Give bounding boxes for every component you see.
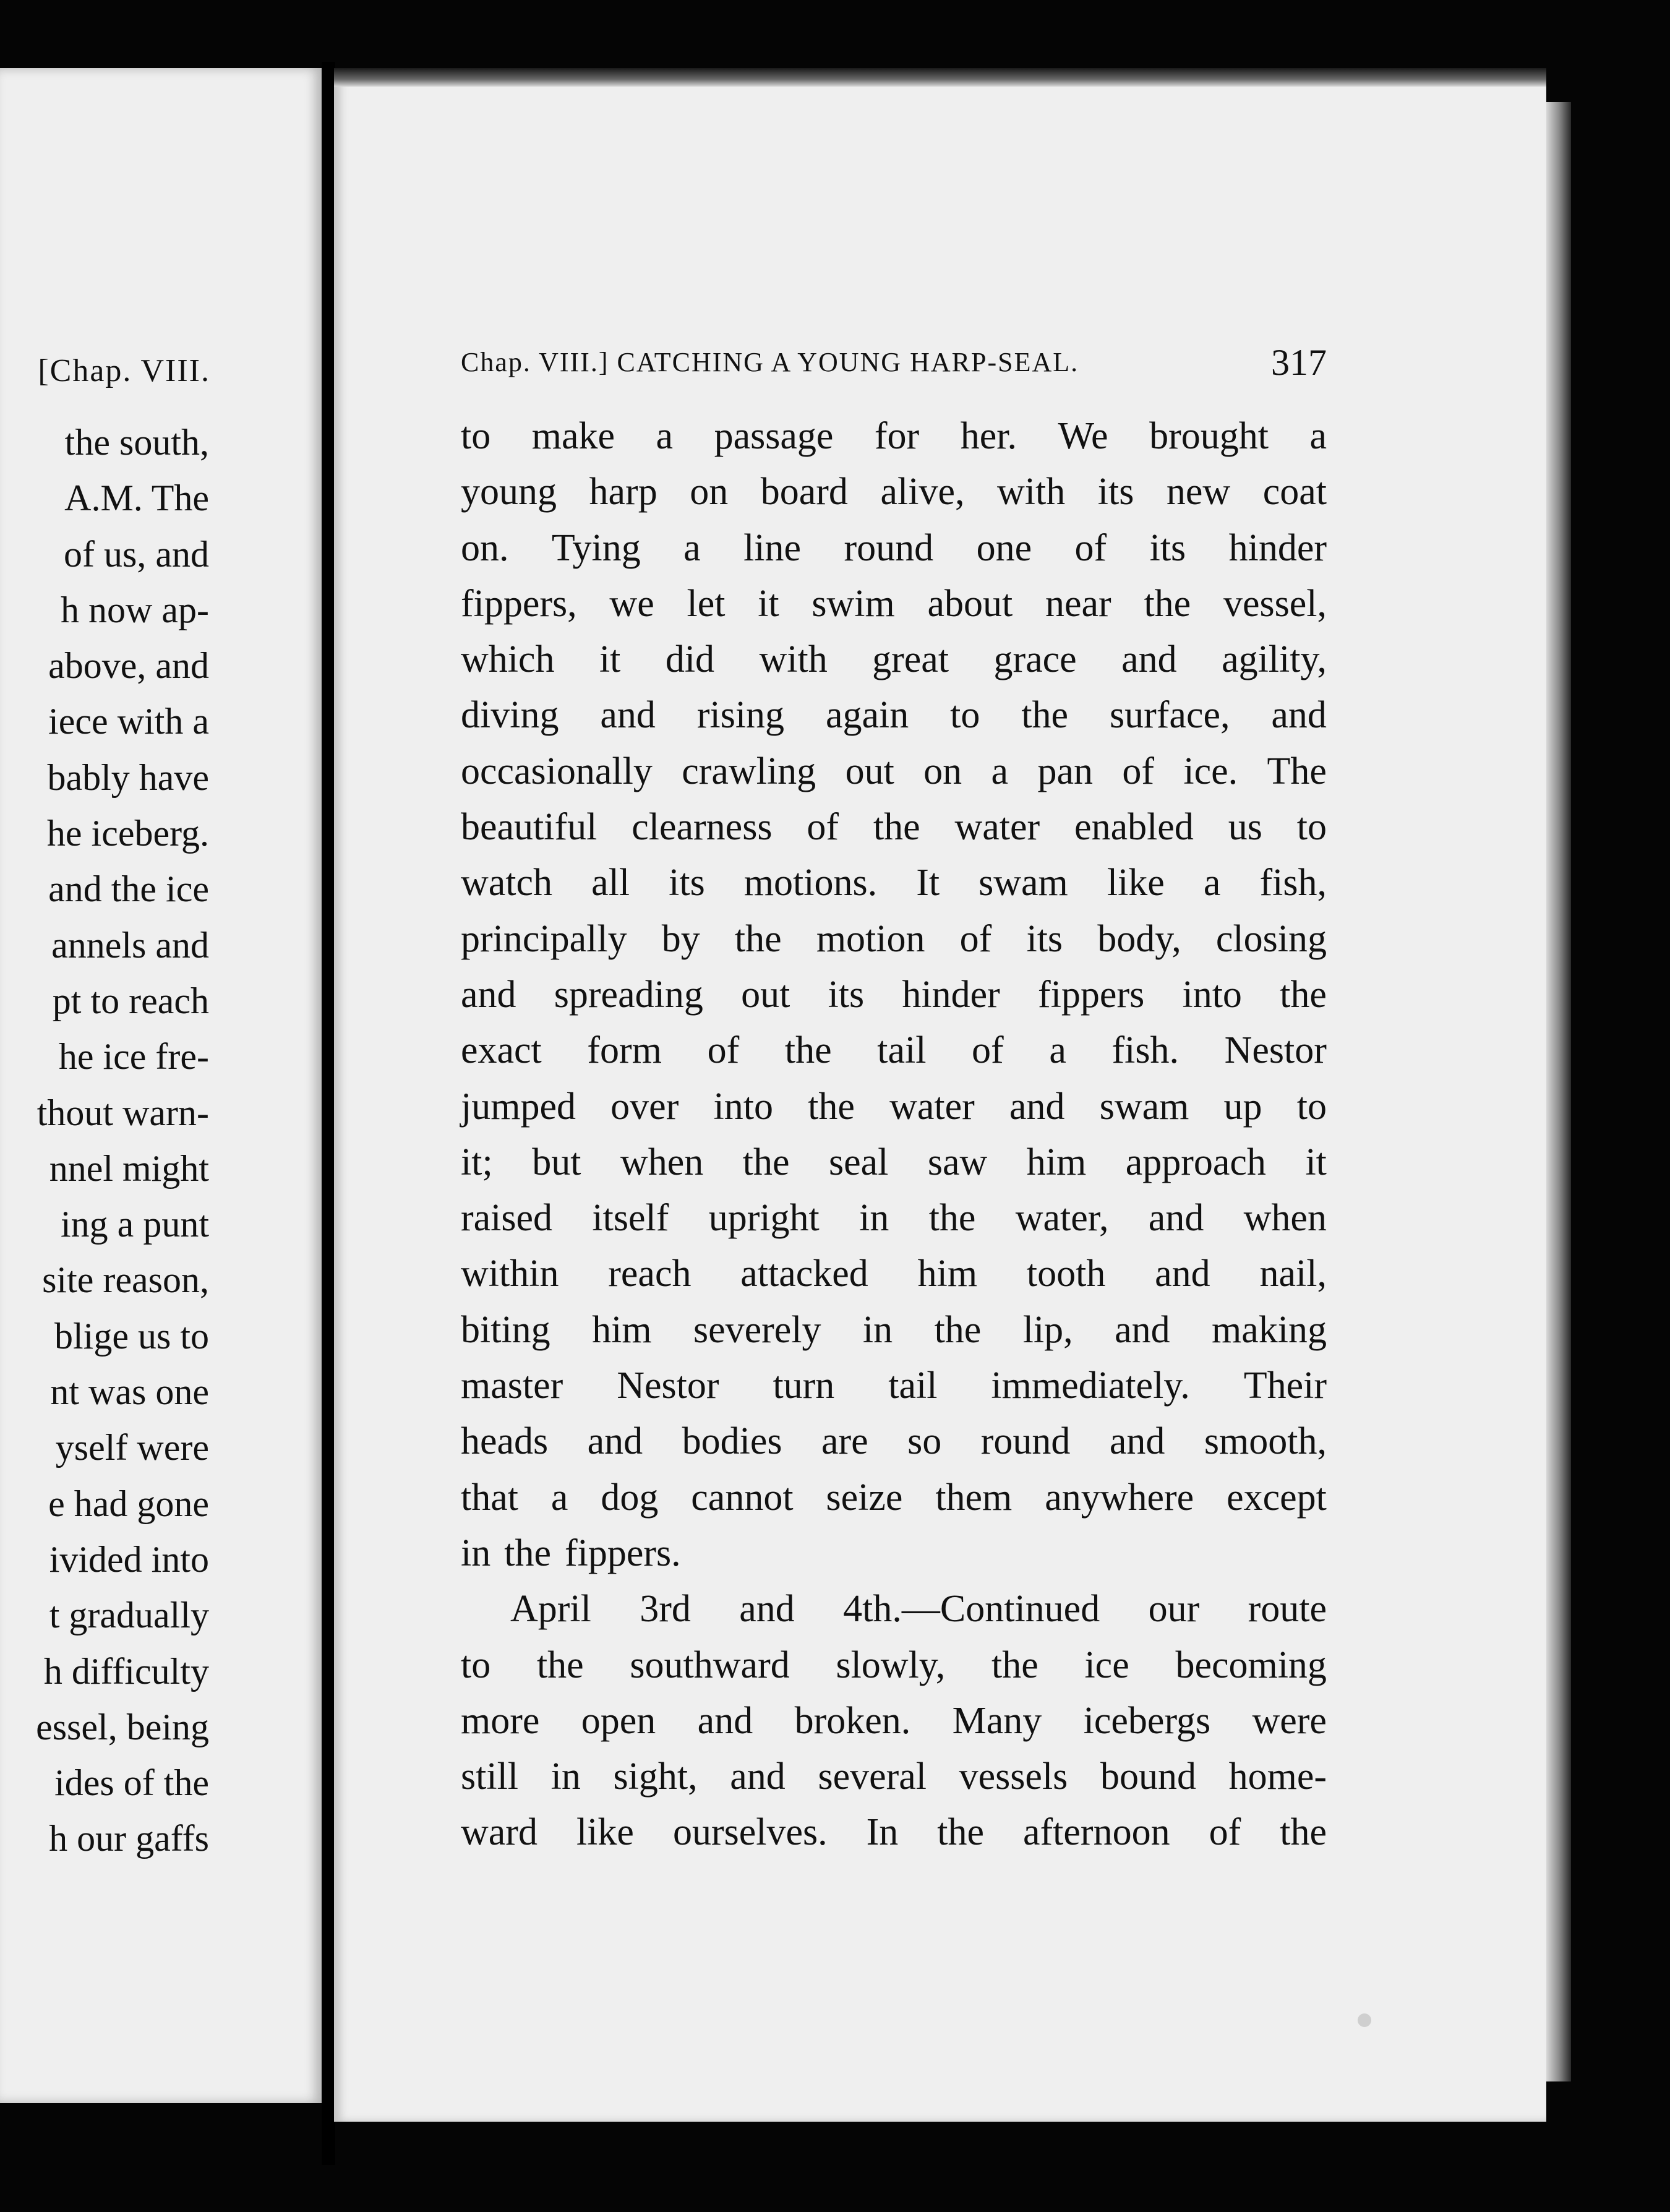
- word: did: [665, 638, 715, 681]
- word: route: [1248, 1588, 1327, 1631]
- left-text-line: site reason,: [42, 1259, 209, 1301]
- word: seize: [826, 1476, 903, 1519]
- word: its: [828, 973, 865, 1016]
- word: in: [550, 1755, 581, 1798]
- word: slowly,: [836, 1644, 946, 1686]
- word: fippers,: [461, 582, 577, 625]
- word: and: [587, 1420, 643, 1463]
- text-line: [461, 520, 1327, 576]
- left-text-line: bably have: [47, 757, 209, 798]
- word: watch: [461, 862, 553, 904]
- word: raised: [461, 1197, 553, 1240]
- left-text-line: t gradually: [49, 1595, 209, 1636]
- word: bodies: [682, 1420, 782, 1463]
- word: for: [874, 415, 920, 457]
- left-text-line: yself were: [55, 1427, 209, 1468]
- word: vessels: [959, 1755, 1068, 1798]
- left-text-line: of us, and: [64, 533, 209, 575]
- word: of: [807, 806, 839, 849]
- word: The: [1267, 750, 1327, 792]
- word: Nestor: [617, 1365, 719, 1407]
- word: seal: [828, 1141, 889, 1183]
- left-text-line: the south,: [64, 422, 209, 463]
- word: grace: [993, 638, 1077, 681]
- text-line: [461, 1302, 1327, 1358]
- text-line: [461, 687, 1327, 743]
- running-head: Chap. VIII.] CATCHING A YOUNG HARP-SEAL.: [461, 347, 1079, 377]
- word: into: [713, 1085, 773, 1128]
- paper-speck: [1358, 2013, 1371, 2027]
- word: and: [461, 973, 516, 1016]
- word: fippers: [1038, 973, 1145, 1016]
- word: motions.: [743, 862, 878, 904]
- left-text-line: he ice fre-: [58, 1036, 209, 1078]
- word: of: [1074, 526, 1107, 569]
- word: a: [550, 1476, 568, 1519]
- word: are: [821, 1420, 868, 1463]
- word: approach: [1125, 1141, 1266, 1183]
- word: severely: [693, 1308, 821, 1351]
- word: its: [1149, 526, 1186, 569]
- word: ourselves.: [672, 1811, 828, 1854]
- word: to: [461, 1644, 491, 1686]
- word: the: [928, 1197, 976, 1240]
- word: and: [697, 1699, 753, 1742]
- text-line: [461, 1190, 1327, 1246]
- left-text-line: essel, being: [36, 1706, 209, 1747]
- word: hinder: [1228, 526, 1327, 569]
- word: heads: [461, 1420, 549, 1463]
- word: on.: [461, 526, 509, 569]
- word: when: [620, 1141, 704, 1183]
- word: diving: [461, 694, 559, 737]
- word: let: [687, 582, 726, 625]
- word: into: [1182, 973, 1242, 1016]
- word: with: [997, 471, 1066, 513]
- word: Their: [1243, 1365, 1327, 1407]
- word: of: [1122, 750, 1155, 792]
- word: a: [991, 750, 1009, 792]
- word: crawling: [682, 750, 816, 792]
- word: and: [1155, 1253, 1210, 1295]
- word: southward: [630, 1644, 790, 1686]
- word: open: [581, 1699, 656, 1742]
- word: when: [1243, 1197, 1327, 1240]
- word: several: [818, 1755, 927, 1798]
- book-gutter: [322, 62, 335, 2165]
- word: broken.: [794, 1699, 911, 1742]
- word: within: [461, 1253, 559, 1295]
- word: in: [862, 1308, 893, 1351]
- word: master: [461, 1365, 563, 1407]
- word: by: [661, 917, 700, 960]
- word: it: [1305, 1141, 1327, 1183]
- text-line: [461, 1749, 1327, 1804]
- word: to: [950, 694, 980, 737]
- word: with: [759, 638, 828, 681]
- word: agility,: [1222, 638, 1327, 681]
- word: the: [873, 806, 920, 849]
- word: the: [991, 1644, 1038, 1686]
- word: out: [741, 973, 790, 1016]
- word: us: [1228, 806, 1262, 849]
- word: again: [825, 694, 909, 737]
- word: beautiful: [461, 806, 597, 849]
- word: dog: [601, 1476, 659, 1519]
- word: except: [1227, 1476, 1327, 1519]
- word: near: [1045, 582, 1111, 625]
- text-line: [461, 1134, 1327, 1190]
- word: a: [1203, 862, 1221, 904]
- word: rising: [696, 694, 785, 737]
- word: over: [610, 1085, 679, 1128]
- word: principally: [461, 917, 627, 960]
- word: attacked: [740, 1253, 868, 1295]
- left-text-line: h now ap-: [61, 589, 209, 630]
- word: April: [510, 1588, 591, 1631]
- word: tail: [888, 1365, 938, 1407]
- word: and: [730, 1755, 786, 1798]
- word: young: [461, 471, 557, 513]
- word: in: [859, 1197, 889, 1240]
- word: Tying: [551, 526, 641, 569]
- word: the: [1144, 582, 1191, 625]
- word: jumped: [461, 1085, 576, 1128]
- word: body,: [1097, 917, 1181, 960]
- word: out: [845, 750, 894, 792]
- left-text-line: iece with a: [48, 701, 209, 742]
- word: to: [1296, 1085, 1327, 1128]
- word: were: [1252, 1699, 1327, 1742]
- word: bound: [1100, 1755, 1196, 1798]
- left-text-line: ing a punt: [61, 1204, 209, 1245]
- word: home-: [1228, 1755, 1327, 1798]
- left-text-line: e had gone: [48, 1483, 209, 1524]
- word: fish,: [1259, 862, 1327, 904]
- left-text-line: h difficulty: [43, 1650, 209, 1692]
- left-text-line: nnel might: [49, 1147, 209, 1189]
- left-text-line: above, and: [48, 645, 209, 687]
- word: Many: [952, 1699, 1042, 1742]
- text-line: [461, 1358, 1327, 1413]
- word: upright: [708, 1197, 820, 1240]
- word: we: [609, 582, 654, 625]
- word: occasionally: [461, 750, 653, 792]
- word: and: [1115, 1308, 1170, 1351]
- word: swam: [1099, 1085, 1189, 1128]
- word: the: [1280, 973, 1327, 1016]
- page-header: [461, 342, 1327, 384]
- word: sight,: [613, 1755, 698, 1798]
- word: a: [683, 526, 701, 569]
- text-line: [461, 1413, 1327, 1469]
- word: line: [743, 526, 802, 569]
- word: about: [927, 582, 1013, 625]
- text-line: [461, 799, 1327, 855]
- word: We: [1058, 415, 1108, 457]
- word: the: [1021, 694, 1069, 737]
- text-line: [461, 1581, 1327, 1637]
- word: ice: [1084, 1644, 1129, 1686]
- word: one: [976, 526, 1032, 569]
- word: of: [1209, 1811, 1241, 1854]
- word: reach: [608, 1253, 692, 1295]
- body-text: [461, 408, 1327, 1861]
- text-line: [461, 632, 1327, 687]
- text-line: [461, 1525, 1327, 1581]
- left-text-line: he iceberg.: [46, 813, 209, 854]
- word: him: [592, 1308, 652, 1351]
- word: motion: [816, 917, 925, 960]
- word: up: [1223, 1085, 1262, 1128]
- word: the: [808, 1085, 855, 1128]
- text-line: [461, 576, 1327, 632]
- text-line: [461, 1693, 1327, 1749]
- text-line: [461, 408, 1327, 464]
- word: tooth: [1026, 1253, 1106, 1295]
- word: round: [844, 526, 934, 569]
- text-line: [461, 1079, 1327, 1134]
- word: the: [937, 1811, 985, 1854]
- word: closing: [1215, 917, 1327, 960]
- word: on: [923, 750, 962, 792]
- word: a: [1049, 1029, 1066, 1072]
- word: round: [980, 1420, 1071, 1463]
- word: the: [734, 917, 782, 960]
- word: exact: [461, 1029, 542, 1072]
- word: its: [1026, 917, 1063, 960]
- word: him: [1026, 1141, 1087, 1183]
- word: board: [760, 471, 848, 513]
- word: turn: [773, 1365, 835, 1407]
- word: our: [1148, 1588, 1200, 1631]
- word: the: [536, 1644, 584, 1686]
- left-text-line: annels and: [51, 924, 209, 966]
- text-line: [461, 1637, 1327, 1693]
- word: swim: [811, 582, 895, 625]
- word: and: [1109, 1420, 1165, 1463]
- word: pan: [1037, 750, 1093, 792]
- word: of: [972, 1029, 1004, 1072]
- word: form: [587, 1029, 662, 1072]
- word: fippers.: [564, 1532, 681, 1574]
- left-text-line: h our gaffs: [49, 1818, 209, 1859]
- word: her.: [960, 415, 1017, 457]
- word: great: [872, 638, 949, 681]
- word: hinder: [902, 973, 1000, 1016]
- word: on: [690, 471, 729, 513]
- word: becoming: [1175, 1644, 1327, 1686]
- left-page-text: [0, 414, 209, 1867]
- word: surface,: [1110, 694, 1230, 737]
- word: the: [504, 1532, 551, 1574]
- word: 4th.—Continued: [843, 1588, 1100, 1631]
- word: biting: [461, 1308, 550, 1351]
- word: which: [461, 638, 555, 681]
- word: its: [1097, 471, 1134, 513]
- left-text-line: ivided into: [49, 1538, 209, 1580]
- word: coat: [1262, 471, 1327, 513]
- word: water: [889, 1085, 975, 1128]
- word: saw: [927, 1141, 988, 1183]
- word: passage: [714, 415, 834, 457]
- left-text-line: blige us to: [54, 1315, 209, 1357]
- word: 3rd: [640, 1588, 691, 1631]
- word: and: [1121, 638, 1177, 681]
- word: clearness: [632, 806, 773, 849]
- page-top-edge: [334, 68, 1546, 87]
- word: lip,: [1022, 1308, 1073, 1351]
- left-text-line: A.M. The: [64, 478, 209, 519]
- word: the: [784, 1029, 832, 1072]
- word: still: [461, 1755, 519, 1798]
- left-text-line: pt to reach: [52, 980, 209, 1021]
- text-line: [461, 1246, 1327, 1301]
- word: afternoon: [1023, 1811, 1170, 1854]
- word: that: [461, 1476, 518, 1519]
- word: fish.: [1111, 1029, 1179, 1072]
- page-stack-edge: [1546, 102, 1571, 2081]
- word: but: [532, 1141, 581, 1183]
- text-line: [461, 855, 1327, 911]
- word: make: [531, 415, 615, 457]
- word: all: [591, 862, 630, 904]
- word: Nestor: [1224, 1029, 1327, 1072]
- word: and: [600, 694, 656, 737]
- word: of: [959, 917, 992, 960]
- word: In: [866, 1811, 899, 1854]
- word: to: [1296, 806, 1327, 849]
- page-number: 317: [1271, 342, 1327, 383]
- word: ice.: [1183, 750, 1238, 792]
- word: swam: [978, 862, 1068, 904]
- word: it: [758, 582, 779, 625]
- word: like: [1107, 862, 1165, 904]
- word: brought: [1149, 415, 1269, 457]
- word: of: [707, 1029, 740, 1072]
- word: a: [656, 415, 674, 457]
- word: anywhere: [1045, 1476, 1194, 1519]
- word: its: [669, 862, 705, 904]
- word: new: [1166, 471, 1231, 513]
- word: them: [935, 1476, 1013, 1519]
- word: it;: [461, 1141, 493, 1183]
- left-text-line: ides of the: [54, 1762, 209, 1804]
- word: so: [907, 1420, 942, 1463]
- word: alive,: [880, 471, 965, 513]
- word: cannot: [691, 1476, 794, 1519]
- word: like: [576, 1811, 634, 1854]
- word: it: [599, 638, 621, 681]
- word: the: [742, 1141, 790, 1183]
- left-running-head: [Chap. VIII.: [38, 353, 210, 388]
- word: icebergs: [1083, 1699, 1211, 1742]
- word: more: [461, 1699, 540, 1742]
- text-line: [461, 1470, 1327, 1525]
- word: enabled: [1074, 806, 1194, 849]
- word: and: [739, 1588, 795, 1631]
- word: water,: [1015, 1197, 1109, 1240]
- word: the: [1280, 1811, 1327, 1854]
- word: It: [916, 862, 940, 904]
- text-line: [461, 911, 1327, 967]
- word: and: [1148, 1197, 1204, 1240]
- word: and: [1009, 1085, 1065, 1128]
- text-line: [461, 1804, 1327, 1860]
- word: smooth,: [1204, 1420, 1327, 1463]
- word: spreading: [554, 973, 703, 1016]
- left-text-line: and the ice: [48, 868, 209, 910]
- word: harp: [589, 471, 657, 513]
- left-text-line: thout warn-: [36, 1092, 209, 1133]
- left-text-line: nt was one: [50, 1371, 209, 1413]
- word: him: [917, 1253, 978, 1295]
- word: ward: [461, 1811, 537, 1854]
- word: making: [1212, 1308, 1327, 1351]
- text-line: [461, 744, 1327, 799]
- text-line: [461, 967, 1327, 1022]
- text-line: [461, 1022, 1327, 1078]
- word: to: [461, 415, 491, 457]
- word: itself: [592, 1197, 669, 1240]
- word: a: [1309, 415, 1327, 457]
- word: the: [934, 1308, 982, 1351]
- word: in: [461, 1532, 491, 1574]
- word: immediately.: [991, 1365, 1190, 1407]
- word: tail: [877, 1029, 927, 1072]
- word: and: [1271, 694, 1327, 737]
- text-line: [461, 464, 1327, 520]
- word: nail,: [1259, 1253, 1327, 1295]
- word: water: [954, 806, 1040, 849]
- word: vessel,: [1223, 582, 1327, 625]
